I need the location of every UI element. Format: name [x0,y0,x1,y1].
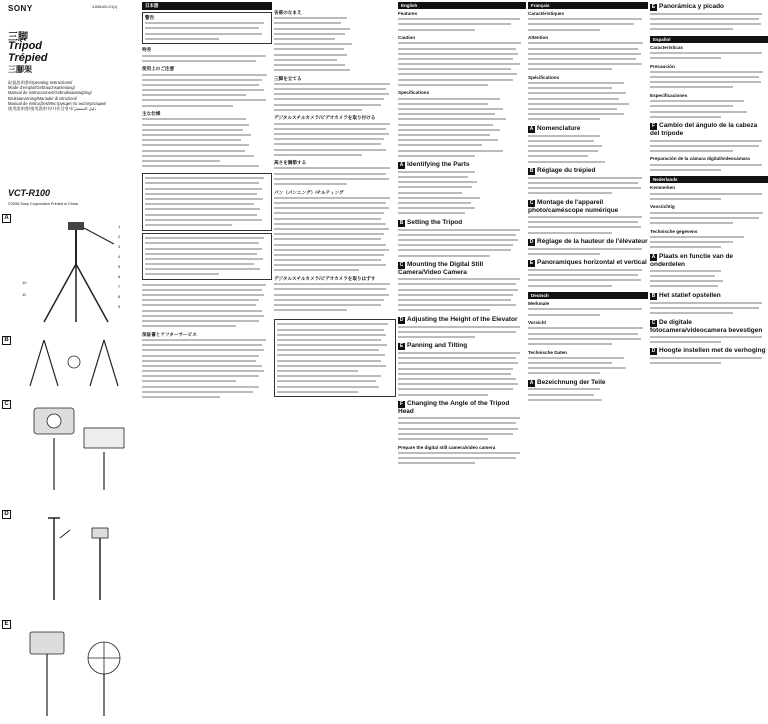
model-number: VCT-R100 [8,188,51,198]
step-marker: A [651,253,656,260]
step-marker: F [399,401,404,408]
tripod-figure-c [14,398,138,498]
es-preparacion-heading: Preparación de la cámara digital/videocámara [650,156,750,162]
step-marker: F [651,123,656,130]
jp-quick-heading: 三脚を立てる [274,75,302,81]
step-marker: E [399,343,404,350]
en-changing-heading: F Changing the Angle of the Tripod Head [398,400,510,416]
en-identify-heading: A Identifying the Parts [399,161,470,169]
es-especificaciones-heading: Especificaciones [650,93,688,99]
jp-specs-heading: 主な仕様 [142,111,161,117]
en-panning-heading: E Panning and Tilting [399,342,468,350]
svg-text:1: 1 [118,224,121,229]
de-vorsicht-heading: Vorsicht [528,320,547,326]
jp-features-heading: 特長 [142,47,152,53]
figure-label-e: E [2,620,11,629]
jp-usage-heading: 使用上のご注意 [142,66,175,72]
step-marker: E [529,260,534,267]
tripod-figure-a [14,214,138,326]
figure-label-a: A [2,214,11,223]
spanish-language-bar: Español [650,36,768,43]
manual-titles [8,80,136,111]
tripod-figure-b [14,334,138,390]
jp-panning-heading: パン（パンニング）/チルティング [274,189,344,195]
french-german-column [528,0,648,724]
fr-panoramique-heading: E Panoramiques horizontal et vertical [529,259,647,267]
svg-text:2: 2 [118,234,121,239]
japanese-column-2 [274,0,396,724]
jp-attach-heading: デジタルスチルカメラ/ビデオカメラを取り付ける [274,115,376,121]
step-marker: D [399,316,404,323]
manual-title-line: Manual de instrucciones/Gebruiksaanwijzing/ [8,90,92,96]
fr-montage-heading: C Montage de l'appareil photo/caméscope numérique [528,198,619,214]
en-adjusting-heading: D Adjusting the Height of the Elevator [399,315,518,323]
figure-label-b: B [2,336,11,345]
es-panoramica-heading: E Panorámica y picado [651,3,725,10]
svg-text:6: 6 [118,274,121,279]
nl-kenmerken-heading: Kenmerken [650,185,676,191]
step-marker: E [651,4,656,10]
svg-text:3: 3 [118,244,121,249]
warning-box [142,12,272,44]
nl-voorzichtig-heading: Voorzichtig [650,204,675,210]
copyright: ©2006 Sony Corporation Printed in China [8,202,78,206]
manual-title-line: Bruksanvisning/Manuale di istruzioni/ [8,95,77,101]
nl-onderdelen-heading: A Plaats en functie van de onderdelen [650,252,734,268]
en-specs-heading: Specifications [398,90,430,96]
step-marker: A [399,162,404,169]
fr-hauteur-heading: D Réglage de la hauteur de l'élévateur [529,238,648,246]
step-marker: A [529,125,534,132]
svg-text:8: 8 [118,294,121,299]
title-en: Tripod [8,40,43,52]
step-marker: D [651,348,656,355]
english-language-bar: English [398,2,526,9]
jp-support-heading: 保証書とアフターサービス [142,331,197,337]
nl-hoogte-heading: D Hoogte instellen met de verhoging [651,347,766,355]
fr-attention-heading: Attention [528,35,549,41]
fr-specs-heading: Spécifications [528,74,560,80]
nl-digitale-heading: C De digitale fotocamera/videocamera bevestigen [650,318,763,334]
tripod-figure-e [14,618,138,722]
cover-column [0,0,140,724]
part-number: 3-838-601-01(1) [92,5,118,9]
jp-parts-heading: 各部のなまえ [274,10,302,15]
tripod-figure-d [14,508,138,608]
step-marker: C [651,319,656,326]
title-zh: 三腳架 [8,65,32,74]
step-marker: C [399,262,404,269]
manual-title-line: Mode d'emploi/Gebrauchsanleitung/ [8,85,75,91]
title-jp: 三脚 [8,32,28,43]
jp-contact-box [274,319,396,398]
japanese-language-bar: 日本語 [142,2,272,10]
es-precaucion-heading: Precaución [650,63,675,69]
svg-text:4: 4 [118,254,121,259]
de-bezeichnung-heading: A Bezeichnung der Teile [529,378,606,386]
es-cambio-heading: F Cambio del ángulo de la cabeza del trípode [650,122,758,138]
es-caracteristicas-heading: Características [650,44,683,50]
svg-text:7: 7 [118,284,121,289]
en-caution-heading: Caution [398,35,416,41]
fr-nomenclature-heading: A Nomenclature [529,124,581,132]
title-fr: Trépied [8,52,48,64]
fr-features-heading: Caractéristiques [528,11,565,16]
en-setting-heading: B Setting the Tripod [399,218,463,226]
figure-label-d: D [2,510,11,519]
step-marker: D [529,239,534,246]
de-merkmale-heading: Merkmale [528,301,550,307]
en-prepare-heading: Prepare the digital still camera/video camera [398,444,496,450]
german-language-bar: Deutsch [528,292,648,299]
safety-box [142,173,272,231]
warning-heading: 警告 [145,15,155,20]
fr-reglage-heading: B Réglage du trépied [529,167,596,175]
en-features-heading: Features [398,11,418,16]
step-marker: B [651,292,656,299]
step-marker: C [529,199,534,206]
manual-title-line: 使用說明書/使用說明书/사용설명서/دليل التشغيل [8,106,97,112]
svg-text:10: 10 [22,280,27,285]
svg-text:5: 5 [118,264,121,269]
svg-text:11: 11 [22,292,27,297]
english-column [398,0,526,724]
de-technische-heading: Technische Daten [528,349,567,355]
nl-technische-heading: Technische gegevens [650,228,698,234]
figure-label-c: C [2,400,11,409]
dutch-language-bar: Nederlands [650,176,768,183]
caution-box [142,233,272,281]
en-mounting-heading: C Mounting the Digital Still Camera/Video Camera [398,261,484,277]
manual-title-line: Manual de instruções/Инструкция по эксплуатации/ [8,100,106,106]
svg-text:9: 9 [118,304,121,309]
jp-height-heading: 高さを調節する [274,160,307,166]
jp-remove-heading: デジタルスチルカメラ/ビデオカメラを取りはずす [274,276,376,282]
manual-title-line: 取扱説明書/Operating Instructions/ [8,80,73,85]
french-language-bar: Français [528,2,648,9]
spanish-dutch-column [650,0,768,724]
sony-logo: SONY [8,4,33,13]
japanese-column-1 [142,0,272,724]
nl-instellen-heading: B Het statief opstellen [651,291,721,299]
step-marker: B [529,168,534,175]
step-marker: A [529,379,534,386]
step-marker: B [399,219,404,226]
